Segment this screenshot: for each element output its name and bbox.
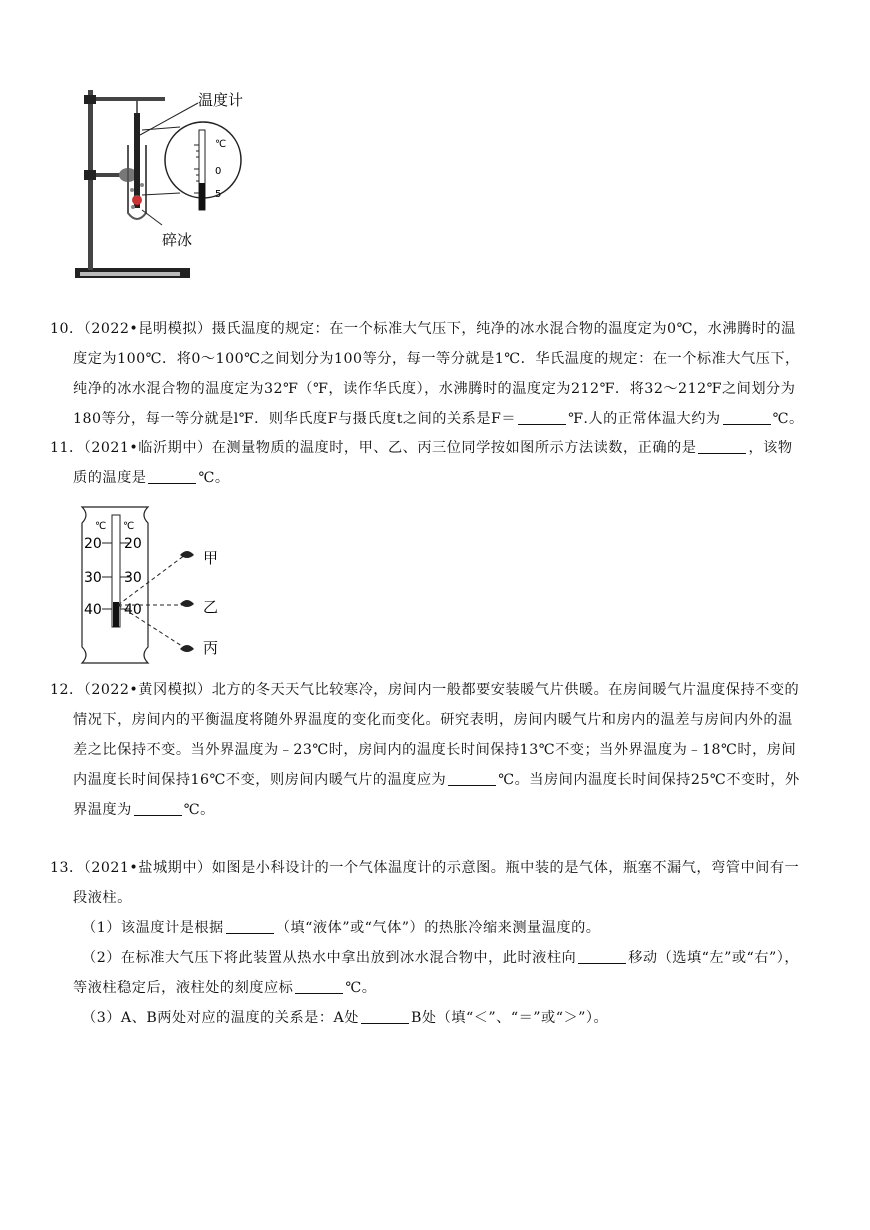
thermometer xyxy=(134,113,140,208)
question-12 xyxy=(50,675,820,825)
unit-right: ℃ xyxy=(123,521,135,532)
observer-jia: 甲 xyxy=(203,549,219,567)
q10-line-3: 纯净的冰水混合物的温度定为32℉（℉，读作华氏度），水沸腾时的温度定为212℉．将32～212℉之间划分为 xyxy=(73,381,796,397)
tick-label: 20 xyxy=(84,536,102,552)
tick-label: 40 xyxy=(124,602,142,618)
answer-blank[interactable] xyxy=(518,410,566,425)
q12-line-2: 情况下，房间内的平衡温度将随外界温度的变化而变化。研究表明，房间内暖气片和房内的温差与房间内外的温 xyxy=(73,712,793,728)
q10-line-1: 10．（2022•昆明模拟）摄氏温度的规定：在一个标准大气压下，纯净的冰水混合物的温度定为0℃，水沸腾时的温 xyxy=(50,321,796,337)
question-11 xyxy=(50,433,820,493)
answer-blank[interactable] xyxy=(148,469,196,484)
q13-part-3: （3）A、B两处对应的温度的关系是：A处 B处（填“＜”、“＝”或“＞”）。 xyxy=(82,1010,609,1026)
answer-blank[interactable] xyxy=(295,979,343,994)
q13-part-1: （1）该温度计是根据 （填“液体”或“气体”）的热胀冷缩来测量温度的。 xyxy=(82,920,601,936)
q11-line-2: 质的温度是 ℃。 xyxy=(73,470,230,486)
figure-reading-observers xyxy=(80,505,240,665)
answer-blank[interactable] xyxy=(723,410,771,425)
answer-blank[interactable] xyxy=(226,919,274,934)
eye-icon xyxy=(180,645,194,652)
answer-blank[interactable] xyxy=(134,801,182,816)
question-10 xyxy=(50,314,820,434)
eye-icon xyxy=(180,600,194,607)
observer-yi: 乙 xyxy=(203,598,219,616)
unit-left: ℃ xyxy=(95,521,107,532)
q13-line-1: 13．（2021•盐城期中）如图是小科设计的一个气体温度计的示意图。瓶中装的是气体，瓶塞不漏气，弯管中间有一 xyxy=(50,860,800,876)
label-thermometer: 温度计 xyxy=(198,91,244,109)
scale-five: 5 xyxy=(215,189,222,200)
q10-line-4: 180等分，每一等分就是l℉．则华氏度F与摄氏度t之间的关系是F＝ ℉.人的正常体温大约为 ℃。 xyxy=(73,411,804,427)
figure-thermometer-stand xyxy=(70,85,330,285)
scale-zero: 0 xyxy=(215,166,222,177)
answer-blank[interactable] xyxy=(698,439,746,454)
q12-line-1: 12．（2022•黄冈模拟）北方的冬天天气比较寒冷，房间内一般都要安装暖气片供暖。在房间暖气片温度保持不变的 xyxy=(50,682,800,698)
observer-bing: 丙 xyxy=(203,639,219,657)
answer-blank[interactable] xyxy=(578,949,626,964)
tick-label: 40 xyxy=(84,602,102,618)
q12-line-5: 界温度为 ℃。 xyxy=(73,802,215,818)
q12-line-4: 内温度长时间保持16℃不变，则房间内暖气片的温度应为 ℃。当房间内温度长时间保持25℃不变时，外 xyxy=(73,772,800,788)
answer-blank[interactable] xyxy=(448,771,496,786)
label-crushed-ice: 碎冰 xyxy=(162,231,193,249)
q13-line-2: 段液柱。 xyxy=(73,890,132,906)
answer-blank[interactable] xyxy=(361,1009,409,1024)
tick-label: 30 xyxy=(124,570,142,586)
question-13 xyxy=(50,853,820,1033)
q10-line-2: 度定为100℃．将0～100℃之间划分为100等分，每一等分就是1℃．华氏温度的规定：在一个标准大气压下， xyxy=(73,351,800,367)
tick-label: 20 xyxy=(124,536,142,552)
scale-unit: ℃ xyxy=(215,139,227,150)
q12-line-3: 差之比保持不变。当外界温度为﹣23℃时，房间内的温度长时间保持13℃不变；当外界温度为﹣18℃时，房间 xyxy=(73,742,797,758)
q11-line-1: 11．（2021•临沂期中）在测量物质的温度时，甲、乙、丙三位同学按如图所示方法读数，正确的是 ，该物 xyxy=(50,440,793,456)
q13-part-2: （2）在标准大气压下将此装置从热水中拿出放到冰水混合物中，此时液柱向 移动（选填“左”或“右”）， xyxy=(82,950,800,966)
tick-label: 30 xyxy=(84,570,102,586)
q13-part-2-cont: 等液柱稳定后，液柱处的刻度应标 ℃。 xyxy=(73,980,377,996)
